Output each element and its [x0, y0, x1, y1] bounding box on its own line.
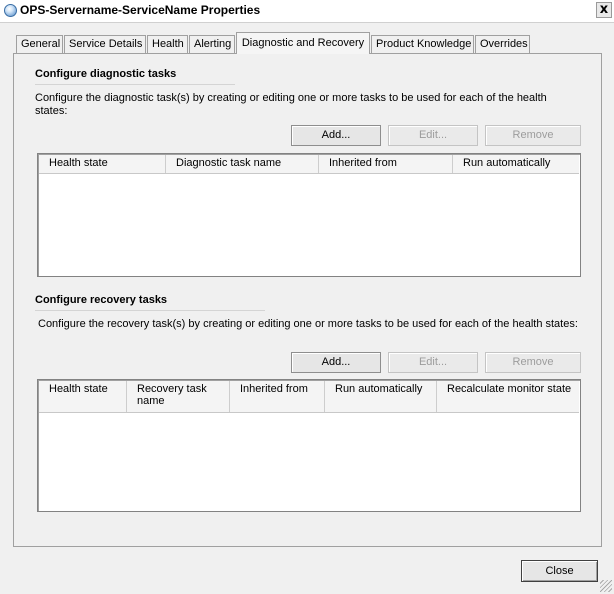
diagnostic-list-header [39, 155, 579, 174]
diagnostic-edit-button[interactable]: Edit... [388, 125, 478, 146]
diagnostic-separator [35, 84, 235, 85]
diagnostic-add-button[interactable]: Add... [291, 125, 381, 146]
recovery-edit-button[interactable]: Edit... [388, 352, 478, 373]
tab-health[interactable]: Health [147, 35, 188, 53]
tab-service-details[interactable]: Service Details [64, 35, 146, 53]
column-header-run-automatically[interactable]: Run automatically [463, 157, 551, 169]
recovery-tasks-list[interactable] [37, 379, 581, 512]
close-button[interactable]: Close [521, 560, 598, 582]
tab-general[interactable]: General [16, 35, 63, 53]
recovery-add-button[interactable]: Add... [291, 352, 381, 373]
tab-product-knowledge[interactable]: Product Knowledge [371, 35, 474, 53]
column-header-recovery-task-name[interactable]: Recovery task name [127, 381, 230, 412]
column-header-health-state[interactable]: Health state [39, 155, 166, 173]
close-icon[interactable]: x [596, 2, 612, 18]
column-header-inherited-from[interactable]: Inherited from [319, 155, 453, 173]
recovery-list-header [39, 381, 579, 413]
diagnostic-tasks-list[interactable] [37, 153, 581, 277]
recovery-description: Configure the recovery task(s) by creating or editing one or more tasks to be used for each of the health states: [38, 318, 578, 330]
recovery-separator [35, 310, 265, 311]
column-header-inherited-from[interactable]: Inherited from [230, 381, 325, 412]
window-title: OPS-Servername-ServiceName Properties [20, 3, 261, 17]
tab-alerting[interactable]: Alerting [189, 35, 235, 53]
app-icon [4, 4, 17, 17]
recovery-section-title: Configure recovery tasks [35, 294, 168, 306]
resize-grip-icon[interactable] [600, 580, 612, 592]
column-header-diagnostic-task-name[interactable]: Diagnostic task name [166, 155, 319, 173]
title-bar [0, 0, 614, 23]
recovery-remove-button[interactable]: Remove [485, 352, 581, 373]
tab-diagnostic-and-recovery[interactable]: Diagnostic and Recovery [236, 32, 370, 54]
diagnostic-section-title: Configure diagnostic tasks [35, 68, 177, 80]
diagnostic-description: Configure the diagnostic task(s) by creating or editing one or more tasks to be used for each of the health states: [35, 92, 547, 117]
column-header-recalculate-monitor-state[interactable]: Recalculate monitor state [447, 383, 572, 395]
column-header-run-automatically[interactable]: Run automatically [325, 381, 437, 412]
column-header-health-state[interactable]: Health state [39, 381, 127, 412]
tab-overrides[interactable]: Overrides [475, 35, 530, 53]
diagnostic-remove-button[interactable]: Remove [485, 125, 581, 146]
